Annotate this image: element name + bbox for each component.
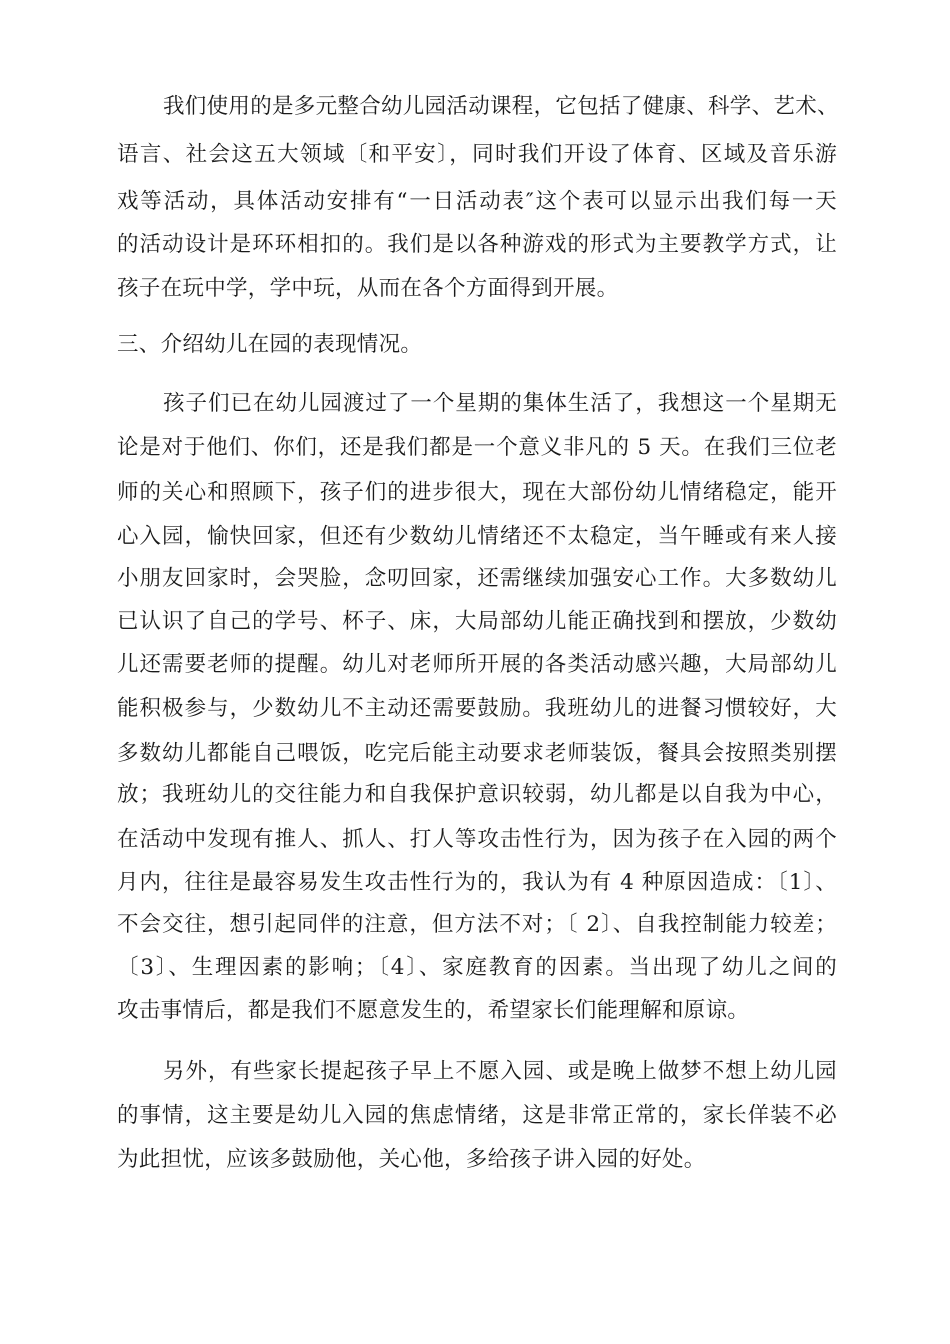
paragraph-2-line-8: 能积极参与，少数幼儿不主动还需要鼓励。我班幼儿的进餐习惯较好，大 bbox=[117, 696, 837, 721]
paragraph-2-line-5: 小朋友回家时，会哭脸，念叨回家，还需继续加强安心工作。大多数幼儿 bbox=[117, 566, 837, 591]
paragraph-1-line-3: 戏等活动，具体活动安排有“一日活动表″这个表可以显示出我们每一天 bbox=[117, 189, 837, 214]
paragraph-3-line-2: 的事情，这主要是幼儿入园的焦虑情绪，这是非常正常的，家长佯装不必 bbox=[117, 1103, 837, 1128]
paragraph-2-line-4: 心入园，愉快回家，但还有少数幼儿情绪还不太稳定，当午睡或有来人接 bbox=[117, 524, 837, 549]
paragraph-1-line-1: 我们使用的是多元整合幼儿园活动课程，它包括了健康、科学、艺术、 bbox=[163, 94, 839, 119]
section-heading-3: 三、介绍幼儿在园的表现情况。 bbox=[117, 332, 423, 357]
paragraph-1-line-5: 孩子在玩中学，学中玩，从而在各个方面得到开展。 bbox=[117, 276, 619, 301]
paragraph-2-line-15: 攻击事情后，都是我们不愿意发生的，希望家长们能理解和原谅。 bbox=[117, 998, 750, 1023]
paragraph-2-line-9: 多数幼儿都能自己喂饭，吃完后能主动要求老师装饭，餐具会按照类别摆 bbox=[117, 741, 837, 766]
paragraph-2-line-12: 月内，往往是最容易发生攻击性行为的，我认为有 4 种原因造成：〔1〕、 bbox=[117, 870, 837, 895]
paragraph-2-line-2: 论是对于他们、你们，还是我们都是一个意义非凡的 5 天。在我们三位老 bbox=[117, 435, 837, 460]
paragraph-2-line-6: 已认识了自己的学号、杯子、床，大局部幼儿能正确找到和摆放，少数幼 bbox=[117, 609, 837, 634]
paragraph-2-line-13: 不会交往，想引起同伴的注意，但方法不对；〔 2〕、自我控制能力较差； bbox=[117, 912, 837, 937]
paragraph-2-line-11: 在活动中发现有推人、抓人、打人等攻击性行为，因为孩子在入园的两个 bbox=[117, 827, 837, 852]
paragraph-2-line-7: 儿还需要老师的提醒。幼儿对老师所开展的各类活动感兴趣，大局部幼儿 bbox=[117, 652, 837, 677]
paragraph-2-line-14: 〔3〕、生理因素的影响；〔4〕、家庭教育的因素。当出现了幼儿之间的 bbox=[117, 955, 837, 980]
paragraph-2-line-10: 放；我班幼儿的交往能力和自我保护意识较弱，幼儿都是以自我为中心， bbox=[117, 782, 837, 807]
paragraph-3-line-3: 为此担忧，应该多鼓励他，关心他，多给孩子讲入园的好处。 bbox=[117, 1147, 706, 1172]
paragraph-2-line-3: 师的关心和照顾下，孩子们的进步很大，现在大部份幼儿情绪稳定，能开 bbox=[117, 480, 837, 505]
paragraph-2-line-1: 孩子们已在幼儿园渡过了一个星期的集体生活了，我想这一个星期无 bbox=[163, 391, 837, 416]
paragraph-1-line-4: 的活动设计是环环相扣的。我们是以各种游戏的形式为主要教学方式，让 bbox=[117, 232, 837, 257]
paragraph-1-line-2: 语言、社会这五大领域〔和平安〕，同时我们开设了体育、区域及音乐游 bbox=[117, 142, 837, 167]
paragraph-3-line-1: 另外，有些家长提起孩子早上不愿入园、或是晚上做梦不想上幼儿园 bbox=[163, 1059, 837, 1084]
